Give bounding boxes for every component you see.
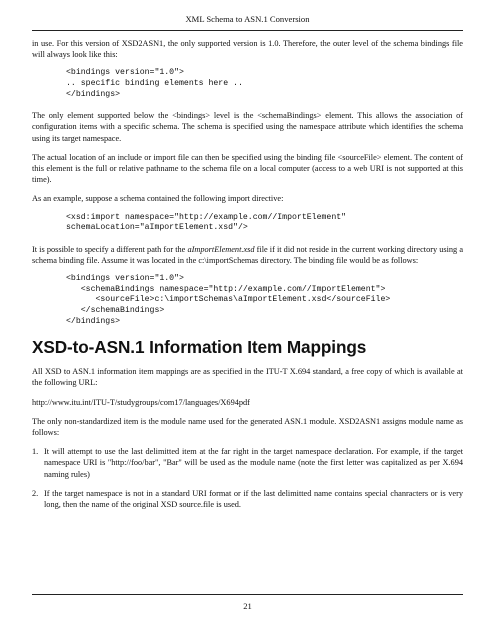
page-content — [32, 38, 463, 518]
paragraph-source-file: The actual location of an include or import file can then be specified using the binding file <sourceFile> element. The content of this element is the full or relative pathname to the schema file on a local computer (access to a web URI is not supported at this time). — [32, 152, 463, 185]
paragraph-example-intro: As an example, suppose a schema contained the following import directive: — [32, 194, 284, 204]
running-header: XML Schema to ASN.1 Conversion — [185, 14, 310, 24]
paragraph-itu-standard: All XSD to ASN.1 information item mappings are as specified in the ITU-T X.694 standard, a free copy of which is available at the following URL: — [32, 367, 463, 388]
code-block-binding-file: <bindings version="1.0"> <schemaBindings namespace="http://example.com//ImportElement"> <sourceFile>c:\importSchemas\aImportElement.xsd</sourceFile> </schemaBindings> </bindings> — [66, 274, 391, 326]
import-file-name: aImportElement.xsd — [187, 244, 255, 254]
paragraph-text-start: It is possible to specify a different path for the — [32, 244, 188, 254]
page-number: 21 — [243, 601, 252, 611]
paragraph-module-name: The only non-standardized item is the module name used for the generated ASN.1 module. XSD2ASN1 assigns module name as follows: — [32, 416, 463, 437]
paragraph-alternate-path — [32, 244, 463, 266]
list-item-text: It will attempt to use the last delimitted item at the far right in the target namespace declaration. For example, if the target namespace URI is "http://foo/bar", "Bar" will be used as the module name (note the first letter was capitalized as per X.694 naming rules) — [44, 447, 463, 479]
itu-url: http://www.itu.int/ITU-T/studygroups/com17/languages/X694pdf — [32, 397, 250, 407]
footer-rule — [32, 594, 463, 595]
paragraph-text-end: file if it did not reside in the current working directory using a schema binding file. Assume it was located in the c:\importSchemas directory. The binding file would be as follows: — [32, 244, 463, 265]
list-item — [32, 488, 463, 510]
module-name-rules-list — [32, 446, 463, 510]
section-heading: XSD-to-ASN.1 Information Item Mappings — [32, 337, 367, 358]
header-rule — [32, 30, 463, 31]
list-item-text: If the target namespace is not in a standard URI format or if the last delimitted name contains special chanracters or is very long, then the name of the original XSD source.file is used. — [44, 488, 463, 509]
code-block-import-directive: <xsd:import namespace="http://example.com//ImportElement" schemaLocation="aImportElement.xsd"/> — [66, 212, 347, 233]
list-item — [32, 446, 463, 480]
code-block-bindings-outline: <bindings version="1.0"> .. specific binding elements here .. </bindings> — [66, 68, 243, 99]
list-item-number: 1. — [32, 447, 39, 457]
paragraph-version: in use. For this version of XSD2ASN1, the only supported version is 1.0. Therefore, the outer level of the schema bindings file will always look like this: — [32, 39, 463, 60]
list-item-number: 2. — [32, 488, 39, 498]
paragraph-schema-bindings: The only element supported below the <bindings> level is the <schemaBindings> element. This allows the association of configuration items with a specific schema. The schema is specified using the namespace attribute which identifies the schema using its target namespace. — [32, 111, 463, 143]
